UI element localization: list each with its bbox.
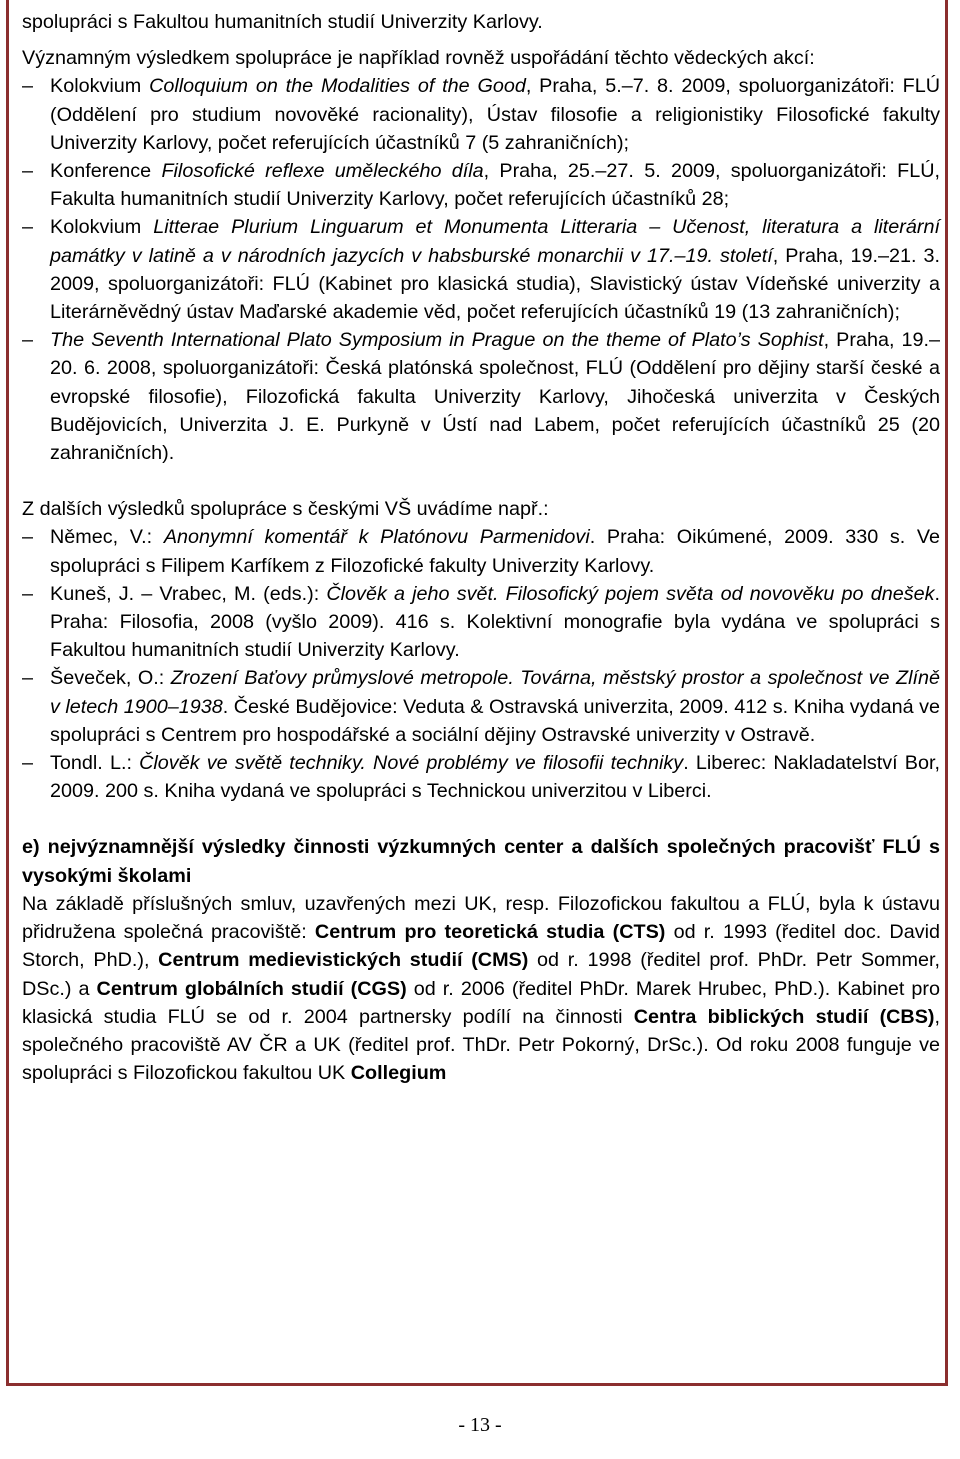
results-intro: Z dalších výsledků spolupráce s českými VŠ uvádíme např.: (22, 498, 549, 521)
list-item: – Kuneš, J. – Vrabec, M. (eds.): Člověk a jeho svět. Filosofický pojem světa od novověku po dnešek. Praha: Filosofia, 2008 (vyšlo 2009). 416 s. Kolektivní monografie byla vydána ve spolupráci s Fakultou humanitních studií Univerzity Karlovy. (22, 580, 940, 665)
dash-bullet-icon: – (22, 329, 34, 352)
events-list (22, 72, 940, 467)
spacer (22, 36, 940, 44)
dash-bullet-icon: – (22, 526, 34, 549)
results-list (22, 523, 940, 805)
spacer (22, 467, 940, 495)
events-intro: Významným výsledkem spolupráce je například rovněž uspořádání těchto vědeckých akcí: (22, 47, 815, 70)
list-item: – Tondl. L.: Člověk ve světě techniky. Nové problémy ve filosofii techniky. Liberec: Nakladatelství Bor, 2009. 200 s. Kniha vydaná ve spolupráci s Technickou univerzitou v Liberci. (22, 749, 940, 805)
list-item: – Němec, V.: Anonymní komentář k Platónovu Parmenidovi. Praha: Oikúmené, 2009. 330 s. Ve spolupráci s Filipem Karfíkem z Filozofické fakulty Univerzity Karlovy. (22, 523, 940, 579)
list-item: – Konference Filosofické reflexe uměleckého díla, Praha, 25.–27. 5. 2009, spoluorganizátoři: FLÚ, Fakulta humanitních studií Univerzity Karlovy, počet referujících účastníků 28; (22, 157, 940, 213)
list-item: – Kolokvium Litterae Plurium Linguarum et Monumenta Litteraria – Učenost, literatura a literární památky v latině a v národních jazycích v habsburské monarchii v 17.–19. století, Praha, 19.–21. 3. 2009, spoluorganizátoři: FLÚ (Kabinet pro klasická studia), Slavistický ústav Vídeňské univerzity a Literárněvědný ústav Maďarské akademie věd, počet referujících účastníků 19 (13 zahraničních); (22, 213, 940, 326)
document-body (22, 8, 940, 1087)
page-number: - 13 - (458, 1414, 502, 1436)
dash-bullet-icon: – (22, 216, 34, 239)
section-e-heading: e) nejvýznamnější výsledky činnosti výzkumných center a dalších společných pracovišť FLÚ s vysokými školami (22, 836, 940, 887)
intro-line: spolupráci s Fakultou humanitních studií Univerzity Karlovy. (22, 11, 543, 33)
dash-bullet-icon: – (22, 160, 34, 183)
section-e-paragraph: Na základě příslušných smluv, uzavřených mezi UK, resp. Filozofickou fakultou a FLÚ, byla k ústavu přidružena společná pracoviště: Centrum pro teoretická studia (CTS) od r. 1993 (ředitel doc. David Storch, PhD.), Centrum medievistických studií (CMS) od r. 1998 (ředitel prof. PhDr. Petr Sommer, DSc.) a Centrum globálních studií (CGS) od r. 2006 (ředitel PhDr. Marek Hrubec, PhD.). Kabinet pro klasická studia FLÚ se od r. 2004 partnersky podílí na činnosti Centra biblických studií (CBS), společného pracoviště AV ČR a UK (ředitel prof. ThDr. Petr Pokorný, DrSc.). Od roku 2008 funguje ve spolupráci s Filozofickou fakultou UK Collegium (22, 892, 941, 1085)
dash-bullet-icon: – (22, 582, 34, 605)
dash-bullet-icon: – (22, 667, 34, 690)
dash-bullet-icon: – (22, 752, 34, 775)
list-item: – Ševeček, O.: Zrození Baťovy průmyslové metropole. Továrna, městský prostor a společnost ve Zlíně v letech 1900–1938. České Budějovice: Veduta & Ostravská univerzita, 2009. 412 s. Kniha vydaná ve spolupráci s Centrem pro hospodářské a sociální dějiny Ostravské univerzity v Ostravě. (22, 664, 940, 749)
list-item: – Kolokvium Colloquium on the Modalities of the Good, Praha, 5.–7. 8. 2009, spoluorganizátoři: FLÚ (Oddělení pro studium novověké racionality), Ústav filosofie a religionistiky Filosofické fakulty Univerzity Karlovy, počet referujících účastníků 7 (5 zahraničních); (22, 72, 940, 157)
list-item: – The Seventh International Plato Symposium in Prague on the theme of Plato’s Sophist, Praha, 19.–20. 6. 2008, spoluorganizátoři: Česká platónská společnost, FLÚ (Oddělení pro dějiny starší české a evropské filosofie), Filozofická fakulta Univerzity Karlovy, Jihočeská univerzita v Českých Budějovicích, Univerzita J. E. Purkyně v Ústí nad Labem, počet referujících účastníků 25 (20 zahraničních). (22, 326, 940, 467)
spacer (22, 805, 940, 833)
dash-bullet-icon: – (22, 75, 34, 98)
